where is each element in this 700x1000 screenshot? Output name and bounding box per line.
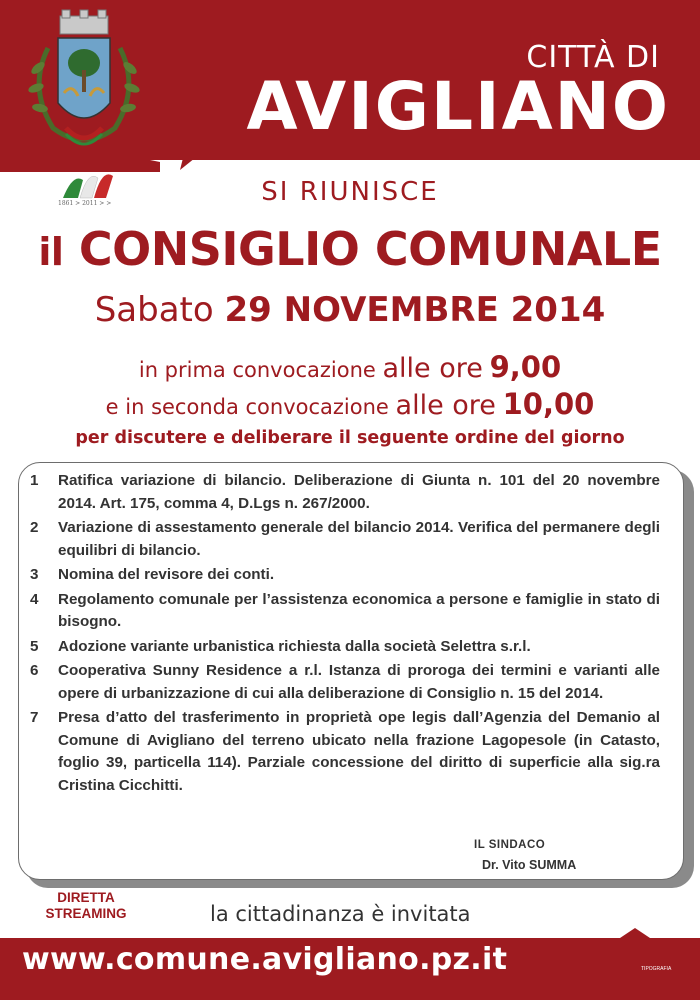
item-number: 1 <box>30 472 39 489</box>
item-text: Presa d’atto del trasferimento in proprietà ope legis dall’Agenzia del Demanio al Comune di Avigliano del terreno ubicato nella frazione Lagopesole (in Catasto, foglio 39, particella 114). Parziale concessione del diritto di superficie alla sig.ra Cristina Cicchitti. <box>58 709 660 794</box>
list-item <box>30 517 660 562</box>
list-item <box>30 470 660 515</box>
item-text: Variazione di assestamento generale del bilancio 2014. Verifica del permanere degli equilibri di bilancio. <box>58 519 660 559</box>
title-article: il <box>38 230 64 274</box>
si-riunisce-text: SI RIUNISCE <box>261 177 439 207</box>
date-value: 29 NOVEMBRE 2014 <box>224 290 606 330</box>
second-convocation <box>0 387 700 421</box>
title-main: CONSIGLIO COMUNALE <box>78 222 662 276</box>
invitation-text: la cittadinanza è invitata <box>210 902 471 926</box>
list-item <box>30 660 660 705</box>
streaming-line2: STREAMING <box>45 906 127 921</box>
item-number: 3 <box>30 566 39 583</box>
item-text: Adozione variante urbanistica richiesta dalla società Selettra s.r.l. <box>58 637 531 655</box>
agenda-intro: per discutere e deliberare il seguente ordine del giorno <box>75 428 625 448</box>
first-convocation-time: 9,00 <box>489 350 562 384</box>
signature-title: IL SINDACO <box>474 839 546 851</box>
first-convocation-ore: alle ore <box>382 353 483 384</box>
list-item <box>30 589 660 634</box>
date-prefix: Sabato <box>94 290 214 330</box>
second-convocation-ore: alle ore <box>395 390 496 421</box>
website-link[interactable]: www.comune.avigliano.pz.it <box>22 942 508 977</box>
printer-credit: TIPOGRAFIA <box>641 966 672 972</box>
second-convocation-time: 10,00 <box>502 387 595 421</box>
item-number: 5 <box>30 637 39 655</box>
item-text: Nomina del revisore dei conti. <box>58 566 275 583</box>
list-item <box>30 636 660 659</box>
item-text: Cooperativa Sunny Residence a r.l. Istanza di proroga dei termini e varianti alle opere di urbanizzazione di cui alla deliberazione di Consiglio n. 15 del 2014. <box>58 662 660 702</box>
agenda-list <box>30 470 660 799</box>
second-convocation-text: e in seconda convocazione <box>105 395 389 419</box>
item-number: 4 <box>30 590 39 608</box>
anniversary-text: 1861 > 2011 > > <box>58 200 112 207</box>
city-name: AVIGLIANO <box>246 68 670 145</box>
first-convocation-text: in prima convocazione <box>138 358 376 382</box>
signature-name: Dr. Vito SUMMA <box>482 858 577 872</box>
streaming-line1: DIRETTA <box>57 890 115 905</box>
page-title <box>0 222 700 276</box>
meeting-date <box>0 290 700 330</box>
coat-of-arms-icon <box>28 8 140 158</box>
list-item <box>30 707 660 797</box>
item-text: Ratifica variazione di bilancio. Deliberazione di Giunta n. 101 del 20 novembre 2014. Art. 175, comma 4, D.Lgs n. 267/2000. <box>58 472 660 512</box>
item-number: 6 <box>30 662 39 679</box>
first-convocation <box>0 350 700 384</box>
item-number: 7 <box>30 709 39 726</box>
city-prefix: CITTÀ DI <box>526 40 660 75</box>
streaming-label <box>30 890 142 922</box>
item-number: 2 <box>30 519 39 536</box>
list-item <box>30 564 660 587</box>
item-text: Regolamento comunale per l’assistenza economica a persone e famiglie in stato di bisogno. <box>58 590 660 630</box>
